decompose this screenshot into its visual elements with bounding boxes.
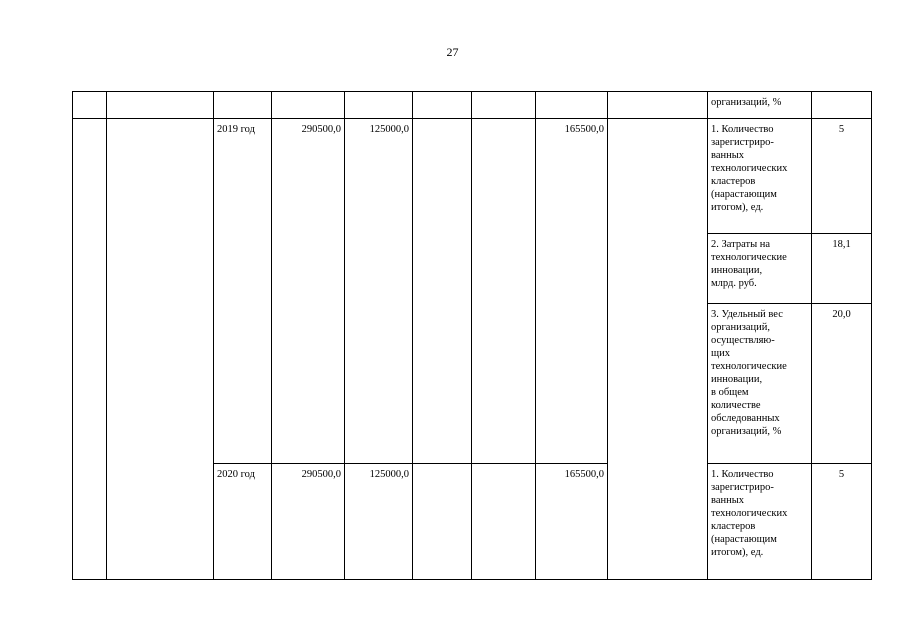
cell [472,92,536,119]
cell [536,92,608,119]
indicator-value-cell: 20,0 [812,304,872,464]
table-row-continued [73,92,872,119]
cell [812,92,872,119]
cell [345,92,413,119]
amount-cell [472,119,536,464]
total-cell: 290500,0 [272,119,345,464]
indicator-cell: 1. Количество зарегистриро- ванных технологических кластеров (нарастающим итогом), ед. [708,119,812,234]
cell [272,92,345,119]
total-cell: 290500,0 [272,464,345,580]
amount-cell: 125000,0 [345,464,413,580]
year-cell: 2020 год [214,464,272,580]
name-cell [107,119,214,580]
amount-cell: 165500,0 [536,464,608,580]
amount-cell: 125000,0 [345,119,413,464]
indicator-cell: организаций, % [708,92,812,119]
cell [413,92,472,119]
amount-cell: 165500,0 [536,119,608,464]
amount-cell [472,464,536,580]
budget-table [72,91,872,580]
cell [608,92,708,119]
indicator-value-cell: 18,1 [812,234,872,304]
table-row-2019 [73,119,872,234]
number-cell [73,119,107,580]
executor-cell [608,119,708,580]
indicator-value-cell: 5 [812,464,872,580]
indicator-value-cell: 5 [812,119,872,234]
year-cell: 2019 год [214,119,272,464]
indicator-cell: 3. Удельный вес организаций, осуществляю- щих технологические инновации, в общем количестве обследованных организаций, % [708,304,812,464]
indicator-cell: 2. Затраты на технологические инновации, млрд. руб. [708,234,812,304]
cell [73,92,107,119]
cell [214,92,272,119]
amount-cell [413,464,472,580]
amount-cell [413,119,472,464]
cell [107,92,214,119]
page-number: 27 [446,45,459,59]
indicator-cell: 1. Количество зарегистриро- ванных технологических кластеров (нарастающим итогом), ед. [708,464,812,580]
